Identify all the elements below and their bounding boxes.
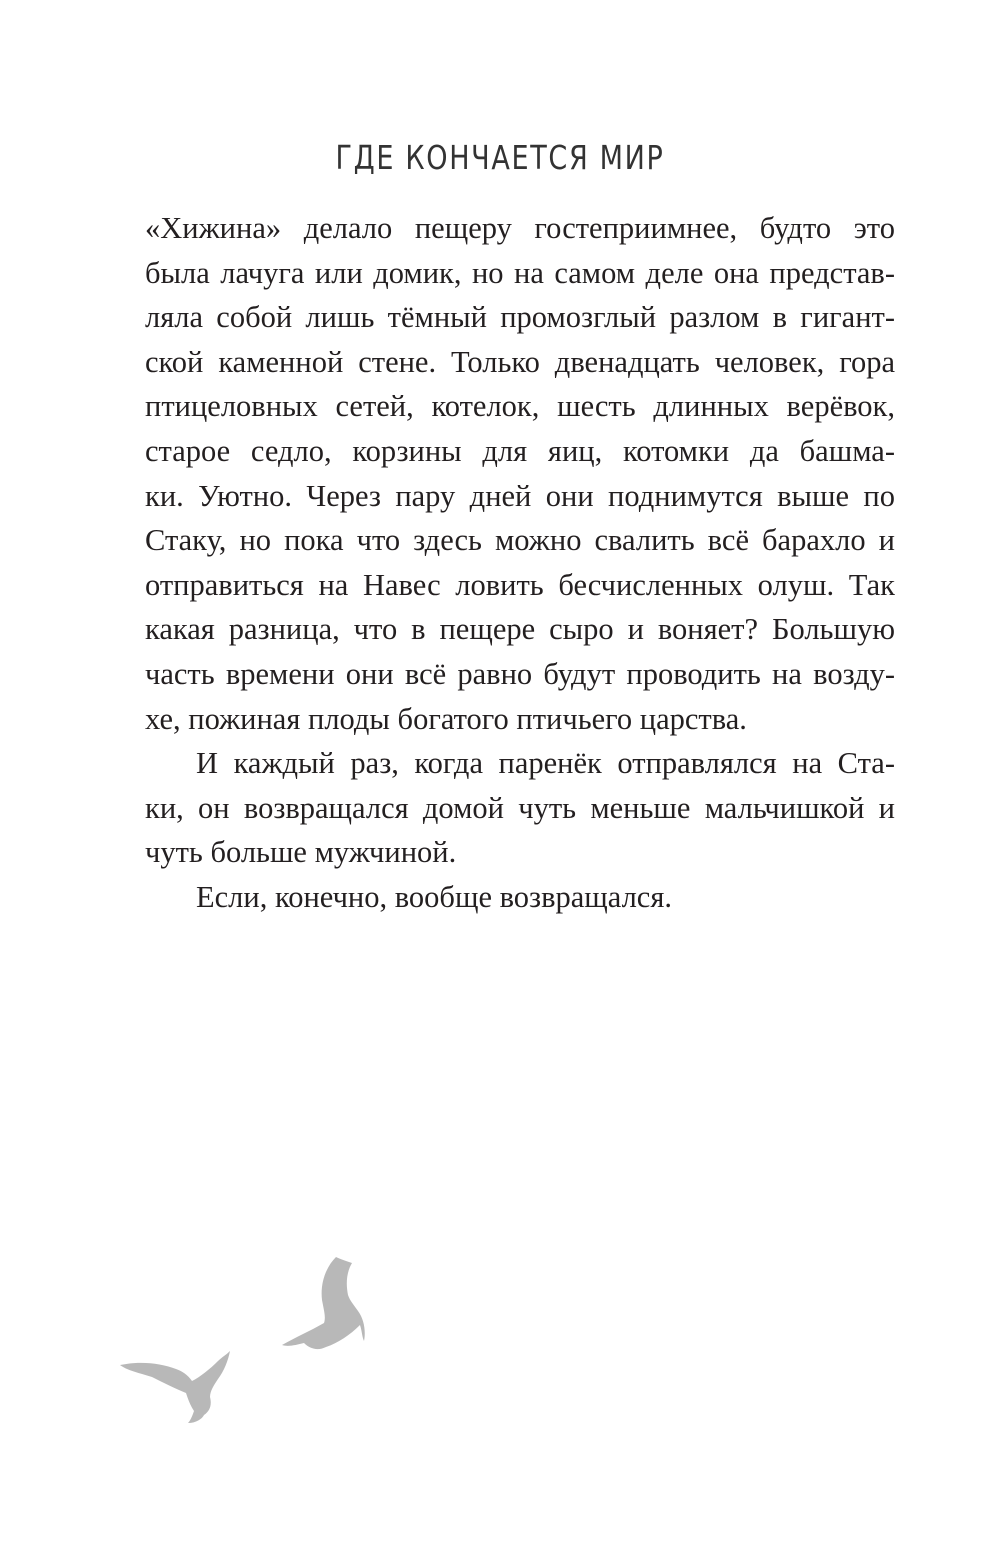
bird-right-icon [282,1257,365,1349]
body-text [145,206,895,920]
text-line: чуть больше мужчиной. [145,835,457,870]
text-line: ки. Уютно. Через пару дней они поднимутся выше по [145,478,895,513]
text-line: ской каменной стене. Только двенадцать человек, гора [145,344,895,379]
text-line: птицеловных сетей, котелок, шесть длинных верёвок, [145,389,895,424]
text-line: была лачуга или домик, но на самом деле она представ- [145,255,895,290]
text-line: ки, он возвращался домой чуть меньше мальчишкой и [145,790,895,825]
flying-birds-icon [110,1245,380,1425]
bird-left-icon [120,1351,230,1423]
text-line: «Хижина» делало пещеру гостеприимнее, будто это [145,211,895,245]
running-title: ГДЕ КОНЧАЕТСЯ МИР [335,138,665,177]
text-line: отправиться на Навес ловить бесчисленных олуш. Так [145,567,895,602]
text-line: какая разница, что в пещере сыро и воняет? Большую [145,612,895,647]
text-line: Если, конечно, вообще возвращался. [196,879,672,914]
paragraph-3 [145,875,895,920]
text-line: ляла собой лишь тёмный промозглый разлом в гигант- [145,300,895,335]
text-line: Стаку, но пока что здесь можно свалить всё барахло и [145,523,895,558]
text-line: часть времени они всё равно будут проводить на возду- [145,656,895,691]
paragraph-2 [145,741,895,875]
paragraph-1 [145,206,895,741]
text-line: И каждый раз, когда паренёк отправлялся на Ста- [196,746,895,781]
text-line: старое седло, корзины для яиц, котомки да башма- [145,433,895,468]
text-line: хе, пожиная плоды богатого птичьего царства. [145,701,747,736]
